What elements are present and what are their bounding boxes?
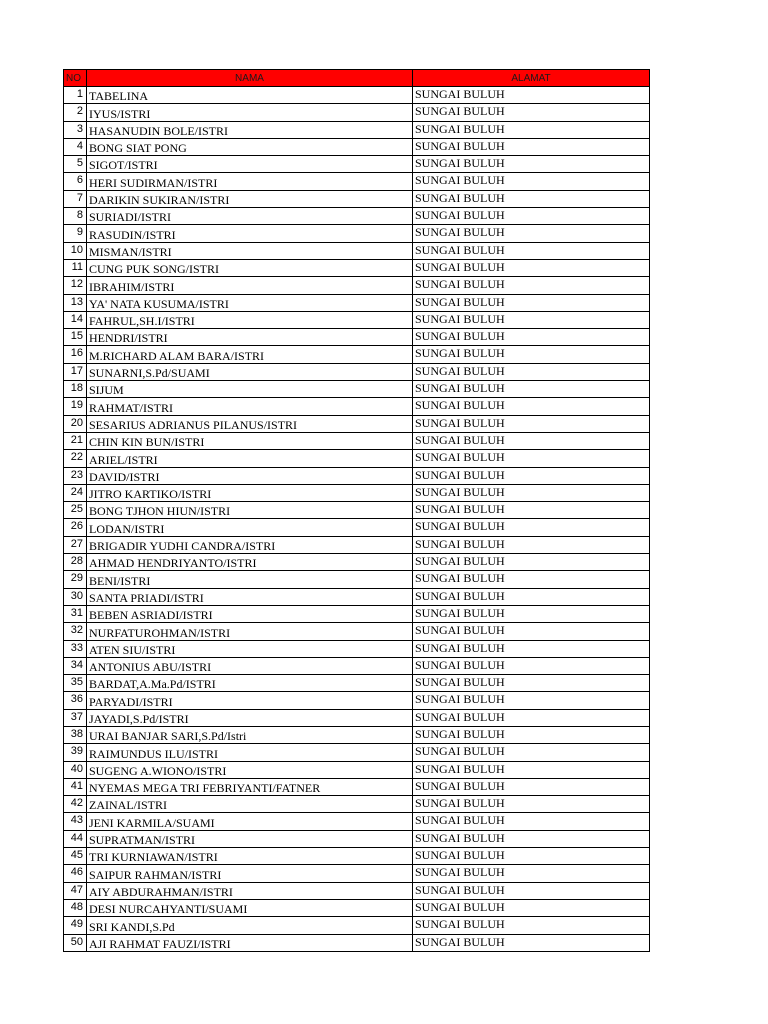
row-alamat: SUNGAI BULUH (413, 744, 650, 761)
row-nama: CHIN KIN BUN/ISTRI (87, 432, 413, 449)
row-alamat: SUNGAI BULUH (413, 709, 650, 726)
table-row (64, 934, 650, 951)
table-row (64, 675, 650, 692)
row-nama: JAYADI,S.Pd/ISTRI (87, 709, 413, 726)
table-row (64, 917, 650, 934)
table-row (64, 104, 650, 121)
row-alamat: SUNGAI BULUH (413, 813, 650, 830)
row-nama: M.RICHARD ALAM BARA/ISTRI (87, 346, 413, 363)
row-alamat: SUNGAI BULUH (413, 692, 650, 709)
row-number: 44 (64, 830, 87, 847)
row-number: 7 (64, 190, 87, 207)
row-nama: HASANUDIN BOLE/ISTRI (87, 121, 413, 138)
table-row (64, 744, 650, 761)
row-nama: BENI/ISTRI (87, 571, 413, 588)
row-nama: RAHMAT/ISTRI (87, 398, 413, 415)
row-nama: SESARIUS ADRIANUS PILANUS/ISTRI (87, 415, 413, 432)
row-alamat: SUNGAI BULUH (413, 502, 650, 519)
row-alamat: SUNGAI BULUH (413, 899, 650, 916)
row-nama: BARDAT,A.Ma.Pd/ISTRI (87, 675, 413, 692)
row-alamat: SUNGAI BULUH (413, 796, 650, 813)
table-row (64, 623, 650, 640)
row-number: 10 (64, 242, 87, 259)
table-row (64, 848, 650, 865)
row-number: 4 (64, 138, 87, 155)
row-number: 41 (64, 778, 87, 795)
row-number: 20 (64, 415, 87, 432)
row-nama: IBRAHIM/ISTRI (87, 277, 413, 294)
row-nama: SUGENG A.WIONO/ISTRI (87, 761, 413, 778)
row-nama: RASUDIN/ISTRI (87, 225, 413, 242)
row-nama: SUNARNI,S.Pd/SUAMI (87, 363, 413, 380)
row-nama: JITRO KARTIKO/ISTRI (87, 484, 413, 501)
row-number: 30 (64, 588, 87, 605)
row-number: 38 (64, 726, 87, 743)
row-alamat: SUNGAI BULUH (413, 225, 650, 242)
row-nama: MISMAN/ISTRI (87, 242, 413, 259)
table-row (64, 398, 650, 415)
row-number: 39 (64, 744, 87, 761)
row-alamat: SUNGAI BULUH (413, 277, 650, 294)
table-row (64, 882, 650, 899)
table-row (64, 173, 650, 190)
row-number: 9 (64, 225, 87, 242)
row-nama: RAIMUNDUS ILU/ISTRI (87, 744, 413, 761)
table-row (64, 415, 650, 432)
table-row (64, 554, 650, 571)
table-row (64, 484, 650, 501)
row-nama: BONG SIAT PONG (87, 138, 413, 155)
row-nama: TRI KURNIAWAN/ISTRI (87, 848, 413, 865)
row-alamat: SUNGAI BULUH (413, 415, 650, 432)
row-number: 48 (64, 899, 87, 916)
table-row (64, 225, 650, 242)
row-alamat: SUNGAI BULUH (413, 536, 650, 553)
row-alamat: SUNGAI BULUH (413, 138, 650, 155)
row-number: 23 (64, 467, 87, 484)
row-nama: IYUS/ISTRI (87, 104, 413, 121)
table-row (64, 138, 650, 155)
table-row (64, 709, 650, 726)
row-alamat: SUNGAI BULUH (413, 588, 650, 605)
row-alamat: SUNGAI BULUH (413, 432, 650, 449)
row-nama: BONG TJHON HIUN/ISTRI (87, 502, 413, 519)
row-alamat: SUNGAI BULUH (413, 381, 650, 398)
row-number: 27 (64, 536, 87, 553)
table-row (64, 363, 650, 380)
row-number: 50 (64, 934, 87, 951)
row-nama: AHMAD HENDRIYANTO/ISTRI (87, 554, 413, 571)
row-alamat: SUNGAI BULUH (413, 104, 650, 121)
row-number: 32 (64, 623, 87, 640)
row-number: 31 (64, 605, 87, 622)
row-number: 19 (64, 398, 87, 415)
row-alamat: SUNGAI BULUH (413, 398, 650, 415)
row-number: 3 (64, 121, 87, 138)
row-number: 28 (64, 554, 87, 571)
table-row (64, 156, 650, 173)
row-number: 17 (64, 363, 87, 380)
table-row (64, 311, 650, 328)
row-number: 14 (64, 311, 87, 328)
row-number: 18 (64, 381, 87, 398)
row-alamat: SUNGAI BULUH (413, 156, 650, 173)
row-alamat: SUNGAI BULUH (413, 363, 650, 380)
row-nama: SRI KANDI,S.Pd (87, 917, 413, 934)
table-row (64, 381, 650, 398)
row-alamat: SUNGAI BULUH (413, 259, 650, 276)
row-number: 40 (64, 761, 87, 778)
row-nama: URAI BANJAR SARI,S.Pd/Istri (87, 726, 413, 743)
row-number: 1 (64, 87, 87, 104)
table-row (64, 761, 650, 778)
table-row (64, 208, 650, 225)
table-row (64, 726, 650, 743)
row-alamat: SUNGAI BULUH (413, 571, 650, 588)
table-row (64, 692, 650, 709)
row-number: 45 (64, 848, 87, 865)
row-number: 37 (64, 709, 87, 726)
row-alamat: SUNGAI BULUH (413, 467, 650, 484)
row-alamat: SUNGAI BULUH (413, 329, 650, 346)
row-number: 43 (64, 813, 87, 830)
table-row (64, 778, 650, 795)
row-number: 26 (64, 519, 87, 536)
row-number: 8 (64, 208, 87, 225)
row-alamat: SUNGAI BULUH (413, 173, 650, 190)
row-nama: SANTA PRIADI/ISTRI (87, 588, 413, 605)
table-body (64, 87, 650, 952)
row-nama: NURFATUROHMAN/ISTRI (87, 623, 413, 640)
row-nama: SIJUM (87, 381, 413, 398)
row-number: 36 (64, 692, 87, 709)
table-row (64, 813, 650, 830)
row-alamat: SUNGAI BULUH (413, 623, 650, 640)
row-alamat: SUNGAI BULUH (413, 190, 650, 207)
row-number: 21 (64, 432, 87, 449)
row-nama: JENI KARMILA/SUAMI (87, 813, 413, 830)
row-number: 46 (64, 865, 87, 882)
row-alamat: SUNGAI BULUH (413, 726, 650, 743)
row-nama: LODAN/ISTRI (87, 519, 413, 536)
row-nama: ARIEL/ISTRI (87, 450, 413, 467)
row-nama: ANTONIUS ABU/ISTRI (87, 657, 413, 674)
row-number: 15 (64, 329, 87, 346)
table-row (64, 432, 650, 449)
row-nama: NYEMAS MEGA TRI FEBRIYANTI/FATNER (87, 778, 413, 795)
header-nama: NAMA (87, 70, 413, 87)
row-alamat: SUNGAI BULUH (413, 761, 650, 778)
row-alamat: SUNGAI BULUH (413, 657, 650, 674)
row-number: 16 (64, 346, 87, 363)
table-row (64, 259, 650, 276)
row-nama: AJI RAHMAT FAUZI/ISTRI (87, 934, 413, 951)
table-row (64, 190, 650, 207)
row-nama: DARIKIN SUKIRAN/ISTRI (87, 190, 413, 207)
table-row (64, 294, 650, 311)
row-nama: YA' NATA KUSUMA/ISTRI (87, 294, 413, 311)
table-row (64, 329, 650, 346)
header-no: NO (64, 70, 87, 87)
table-row (64, 605, 650, 622)
row-alamat: SUNGAI BULUH (413, 208, 650, 225)
row-number: 24 (64, 484, 87, 501)
row-nama: TABELINA (87, 87, 413, 104)
row-nama: HENDRI/ISTRI (87, 329, 413, 346)
row-number: 6 (64, 173, 87, 190)
row-number: 34 (64, 657, 87, 674)
table-row (64, 536, 650, 553)
row-alamat: SUNGAI BULUH (413, 294, 650, 311)
row-number: 29 (64, 571, 87, 588)
table-row (64, 121, 650, 138)
row-number: 25 (64, 502, 87, 519)
row-alamat: SUNGAI BULUH (413, 87, 650, 104)
row-alamat: SUNGAI BULUH (413, 484, 650, 501)
row-nama: SIGOT/ISTRI (87, 156, 413, 173)
table-row (64, 796, 650, 813)
row-number: 5 (64, 156, 87, 173)
row-nama: SAIPUR RAHMAN/ISTRI (87, 865, 413, 882)
table-row (64, 519, 650, 536)
row-alamat: SUNGAI BULUH (413, 519, 650, 536)
row-alamat: SUNGAI BULUH (413, 242, 650, 259)
table-row (64, 899, 650, 916)
row-nama: AIY ABDURAHMAN/ISTRI (87, 882, 413, 899)
row-alamat: SUNGAI BULUH (413, 554, 650, 571)
row-alamat: SUNGAI BULUH (413, 882, 650, 899)
row-alamat: SUNGAI BULUH (413, 675, 650, 692)
table-row (64, 588, 650, 605)
row-number: 47 (64, 882, 87, 899)
row-number: 33 (64, 640, 87, 657)
table-row (64, 571, 650, 588)
table-row (64, 467, 650, 484)
row-number: 2 (64, 104, 87, 121)
row-number: 35 (64, 675, 87, 692)
row-nama: PARYADI/ISTRI (87, 692, 413, 709)
row-number: 42 (64, 796, 87, 813)
table-row (64, 657, 650, 674)
row-alamat: SUNGAI BULUH (413, 346, 650, 363)
table-row (64, 640, 650, 657)
table-row (64, 830, 650, 847)
table-row (64, 502, 650, 519)
row-nama: BRIGADIR YUDHI CANDRA/ISTRI (87, 536, 413, 553)
row-alamat: SUNGAI BULUH (413, 121, 650, 138)
row-nama: FAHRUL,SH.I/ISTRI (87, 311, 413, 328)
row-alamat: SUNGAI BULUH (413, 605, 650, 622)
table-row (64, 865, 650, 882)
table-header (64, 70, 650, 87)
row-alamat: SUNGAI BULUH (413, 917, 650, 934)
row-nama: ATEN SIU/ISTRI (87, 640, 413, 657)
row-nama: BEBEN ASRIADI/ISTRI (87, 605, 413, 622)
header-row (64, 70, 650, 87)
row-alamat: SUNGAI BULUH (413, 450, 650, 467)
row-nama: CUNG PUK SONG/ISTRI (87, 259, 413, 276)
row-nama: SURIADI/ISTRI (87, 208, 413, 225)
row-nama: HERI SUDIRMAN/ISTRI (87, 173, 413, 190)
row-alamat: SUNGAI BULUH (413, 778, 650, 795)
row-alamat: SUNGAI BULUH (413, 934, 650, 951)
row-nama: SUPRATMAN/ISTRI (87, 830, 413, 847)
table-row (64, 450, 650, 467)
row-number: 22 (64, 450, 87, 467)
row-nama: ZAINAL/ISTRI (87, 796, 413, 813)
table-row (64, 277, 650, 294)
data-table (63, 69, 650, 952)
row-number: 13 (64, 294, 87, 311)
row-number: 11 (64, 259, 87, 276)
table-row (64, 242, 650, 259)
row-number: 12 (64, 277, 87, 294)
row-alamat: SUNGAI BULUH (413, 830, 650, 847)
header-alamat: ALAMAT (413, 70, 650, 87)
row-nama: DAVID/ISTRI (87, 467, 413, 484)
row-alamat: SUNGAI BULUH (413, 640, 650, 657)
row-nama: DESI NURCAHYANTI/SUAMI (87, 899, 413, 916)
row-alamat: SUNGAI BULUH (413, 865, 650, 882)
row-number: 49 (64, 917, 87, 934)
row-alamat: SUNGAI BULUH (413, 311, 650, 328)
row-alamat: SUNGAI BULUH (413, 848, 650, 865)
table-row (64, 87, 650, 104)
table-row (64, 346, 650, 363)
